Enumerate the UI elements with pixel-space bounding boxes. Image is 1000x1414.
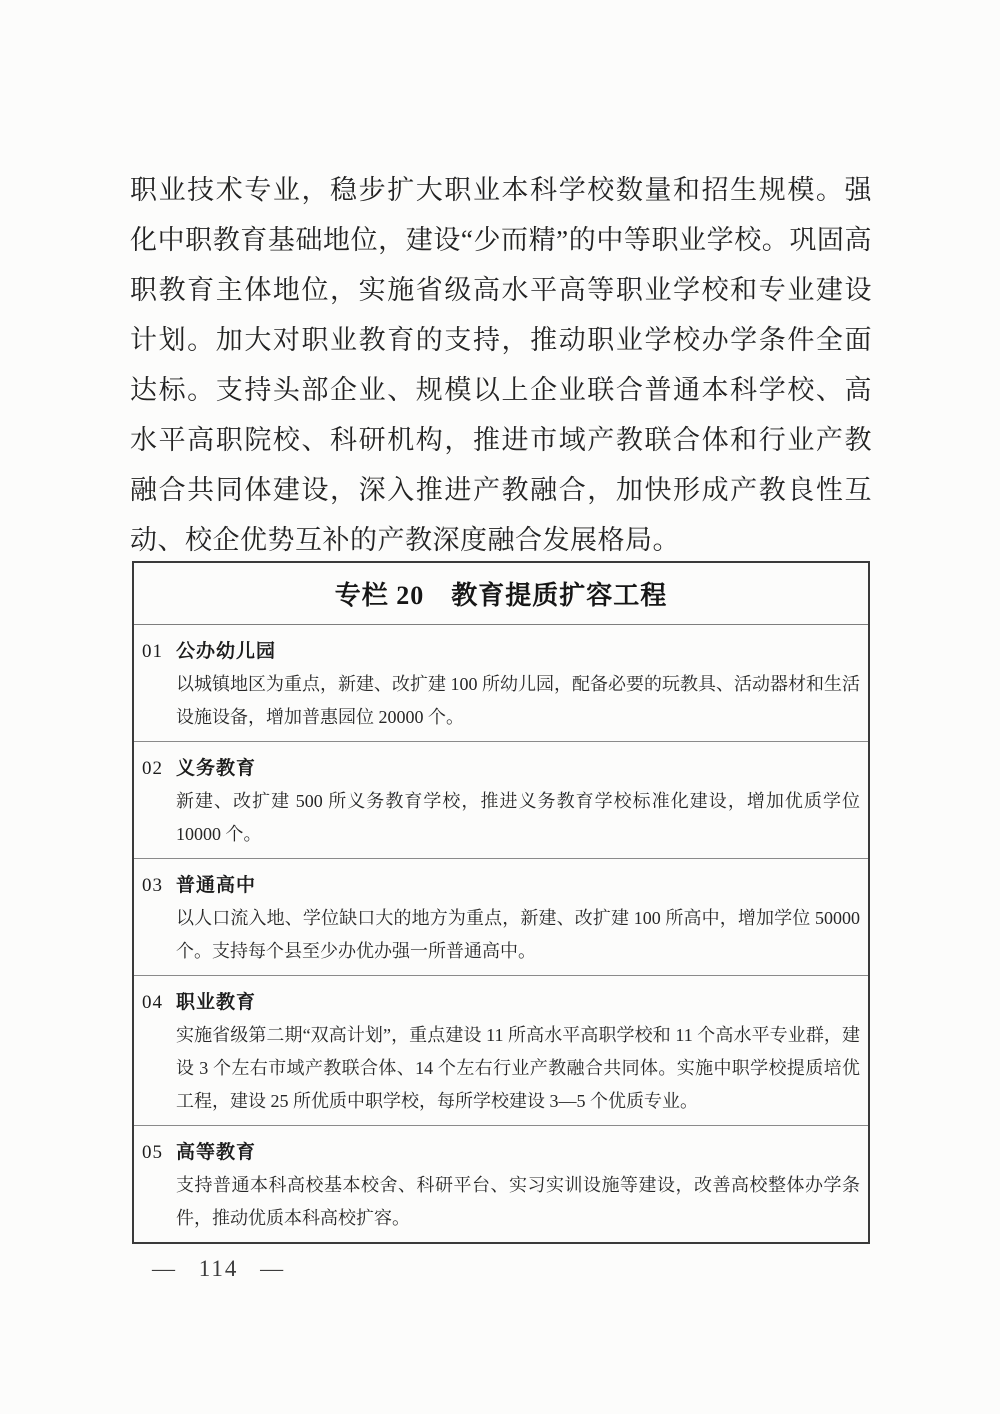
panel-item-02 <box>134 742 868 859</box>
item-head <box>142 752 860 785</box>
item-head <box>142 1136 860 1169</box>
item-body: 以城镇地区为重点，新建、改扩建 100 所幼儿园，配备必要的玩教具、活动器材和生活设施设备，增加普惠园位 20000 个。 <box>176 674 860 727</box>
panel-item-05 <box>134 1126 868 1242</box>
column-box-education <box>132 561 870 1244</box>
item-number: 03 <box>142 875 163 896</box>
item-head <box>142 869 860 902</box>
item-head <box>142 986 860 1019</box>
panel-item-03 <box>134 859 868 976</box>
panel-item-04 <box>134 976 868 1126</box>
item-heading: 职业教育 <box>176 992 257 1013</box>
item-body: 支持普通本科高校基本校舍、科研平台、实习实训设施等建设，改善高校整体办学条件，推动优质本科高校扩容。 <box>176 1175 860 1228</box>
body-paragraph: 职业技术专业，稳步扩大职业本科学校数量和招生规模。强化中职教育基础地位，建设“少而精”的中等职业学校。巩固高职教育主体地位，实施省级高水平高等职业学校和专业建设计划。加大对职业教育的支持，推动职业学校办学条件全面达标。支持头部企业、规模以上企业联合普通本科学校、高水平高职院校、科研机构，推进市域产教联合体和行业产教融合共同体建设，深入推进产教融合，加快形成产教良性互动、校企优势互补的产教深度融合发展格局。 <box>130 175 872 555</box>
page-number: — 114 — <box>152 1256 286 1281</box>
item-heading: 公办幼儿园 <box>176 641 277 662</box>
item-heading: 普通高中 <box>176 875 257 896</box>
item-heading: 义务教育 <box>176 758 257 779</box>
item-number: 02 <box>142 758 163 779</box>
panel-item-01 <box>134 625 868 742</box>
panel-title: 专栏 20 教育提质扩容工程 <box>134 563 868 625</box>
item-heading: 高等教育 <box>176 1142 257 1163</box>
item-number: 01 <box>142 641 163 662</box>
item-number: 05 <box>142 1142 163 1163</box>
item-body: 新建、改扩建 500 所义务教育学校，推进义务教育学校标准化建设，增加优质学位 10000 个。 <box>176 791 860 844</box>
item-number: 04 <box>142 992 163 1013</box>
item-body: 实施省级第二期“双高计划”，重点建设 11 所高水平高职学校和 11 个高水平专业群，建设 3 个左右市域产教联合体、14 个左右行业产教融合共同体。实施中职学校提质培优工程，建设 25 所优质中职学校，每所学校建设 3—5 个优质专业。 <box>176 1025 860 1111</box>
item-body: 以人口流入地、学位缺口大的地方为重点，新建、改扩建 100 所高中，增加学位 50000 个。支持每个县至少办优办强一所普通高中。 <box>176 908 860 961</box>
item-head <box>142 635 860 668</box>
